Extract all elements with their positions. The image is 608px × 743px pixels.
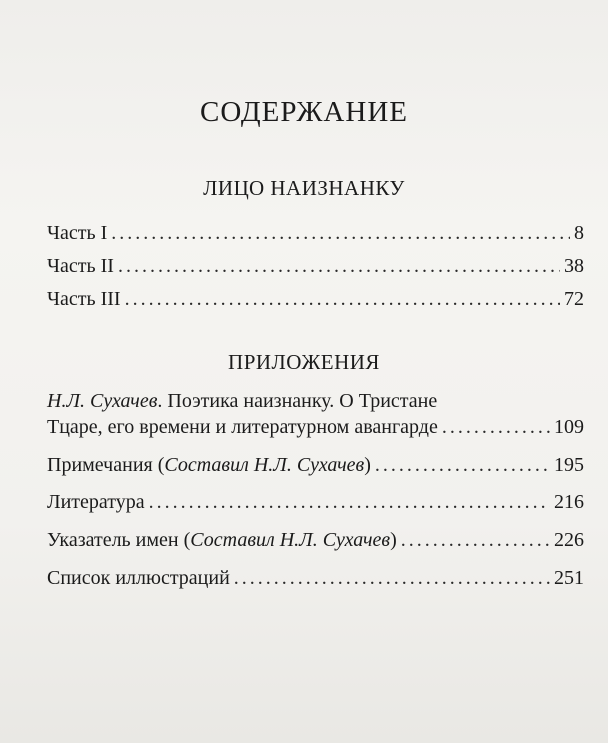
toc-entry-essay <box>47 414 584 440</box>
toc-page-number: 38 <box>564 255 584 277</box>
leader-dots <box>111 220 570 246</box>
toc-page-number: 226 <box>554 529 584 551</box>
page-title: СОДЕРЖАНИЕ <box>200 96 408 128</box>
toc-entry-compiler: Составил Н.Л. Сухачев <box>164 454 365 476</box>
toc-entry-label: Список иллюстраций <box>47 567 230 589</box>
toc-entry-label: Часть I <box>47 222 108 244</box>
toc-page-number: 216 <box>554 491 584 513</box>
toc-entry-label-end: ) <box>364 454 371 476</box>
toc-entry-label-text: Указатель имен ( <box>47 529 191 551</box>
toc-entry-label-end: ) <box>390 529 397 551</box>
leader-dots <box>234 565 550 591</box>
toc-page-number: 251 <box>554 567 584 589</box>
section-heading-prilozheniya: ПРИЛОЖЕНИЯ <box>228 350 380 374</box>
leader-dots <box>118 253 560 279</box>
toc-entry-label <box>47 452 371 478</box>
leader-dots <box>401 527 550 553</box>
toc-entry-label <box>47 527 397 553</box>
toc-entry-label-text: Примечания ( <box>47 454 165 476</box>
toc-entry-label: Литература <box>47 491 145 513</box>
toc-entry-title-part: . Поэтика наизнанку. О Тристане <box>157 390 438 412</box>
toc-entry-label: Часть III <box>47 288 121 310</box>
toc-entry-illustrations <box>47 565 584 591</box>
toc-page-number: 72 <box>564 288 584 310</box>
section-heading-litso: ЛИЦО НАИЗНАНКУ <box>203 176 405 200</box>
toc-page-number: 8 <box>574 222 584 244</box>
toc-entry-index <box>47 527 584 553</box>
toc-entry-part-3 <box>47 286 584 312</box>
leader-dots <box>442 414 550 440</box>
toc-entry-essay-line1 <box>47 388 584 414</box>
toc-page-number: 109 <box>554 416 584 438</box>
toc-entry-label: Часть II <box>47 255 114 277</box>
toc-entry-literature <box>47 489 584 515</box>
leader-dots <box>375 452 550 478</box>
toc-entry-author: Н.Л. Сухачев <box>47 390 158 412</box>
toc-entry-compiler: Составил Н.Л. Сухачев <box>190 529 391 551</box>
leader-dots <box>149 489 550 515</box>
toc-page-number: 195 <box>554 454 584 476</box>
toc-entry-part-1 <box>47 220 584 246</box>
leader-dots <box>125 286 560 312</box>
toc-entry-notes <box>47 452 584 478</box>
toc-entry-label: Тцаре, его времени и литературном авангарде <box>47 416 438 438</box>
toc-entry-part-2 <box>47 253 584 279</box>
